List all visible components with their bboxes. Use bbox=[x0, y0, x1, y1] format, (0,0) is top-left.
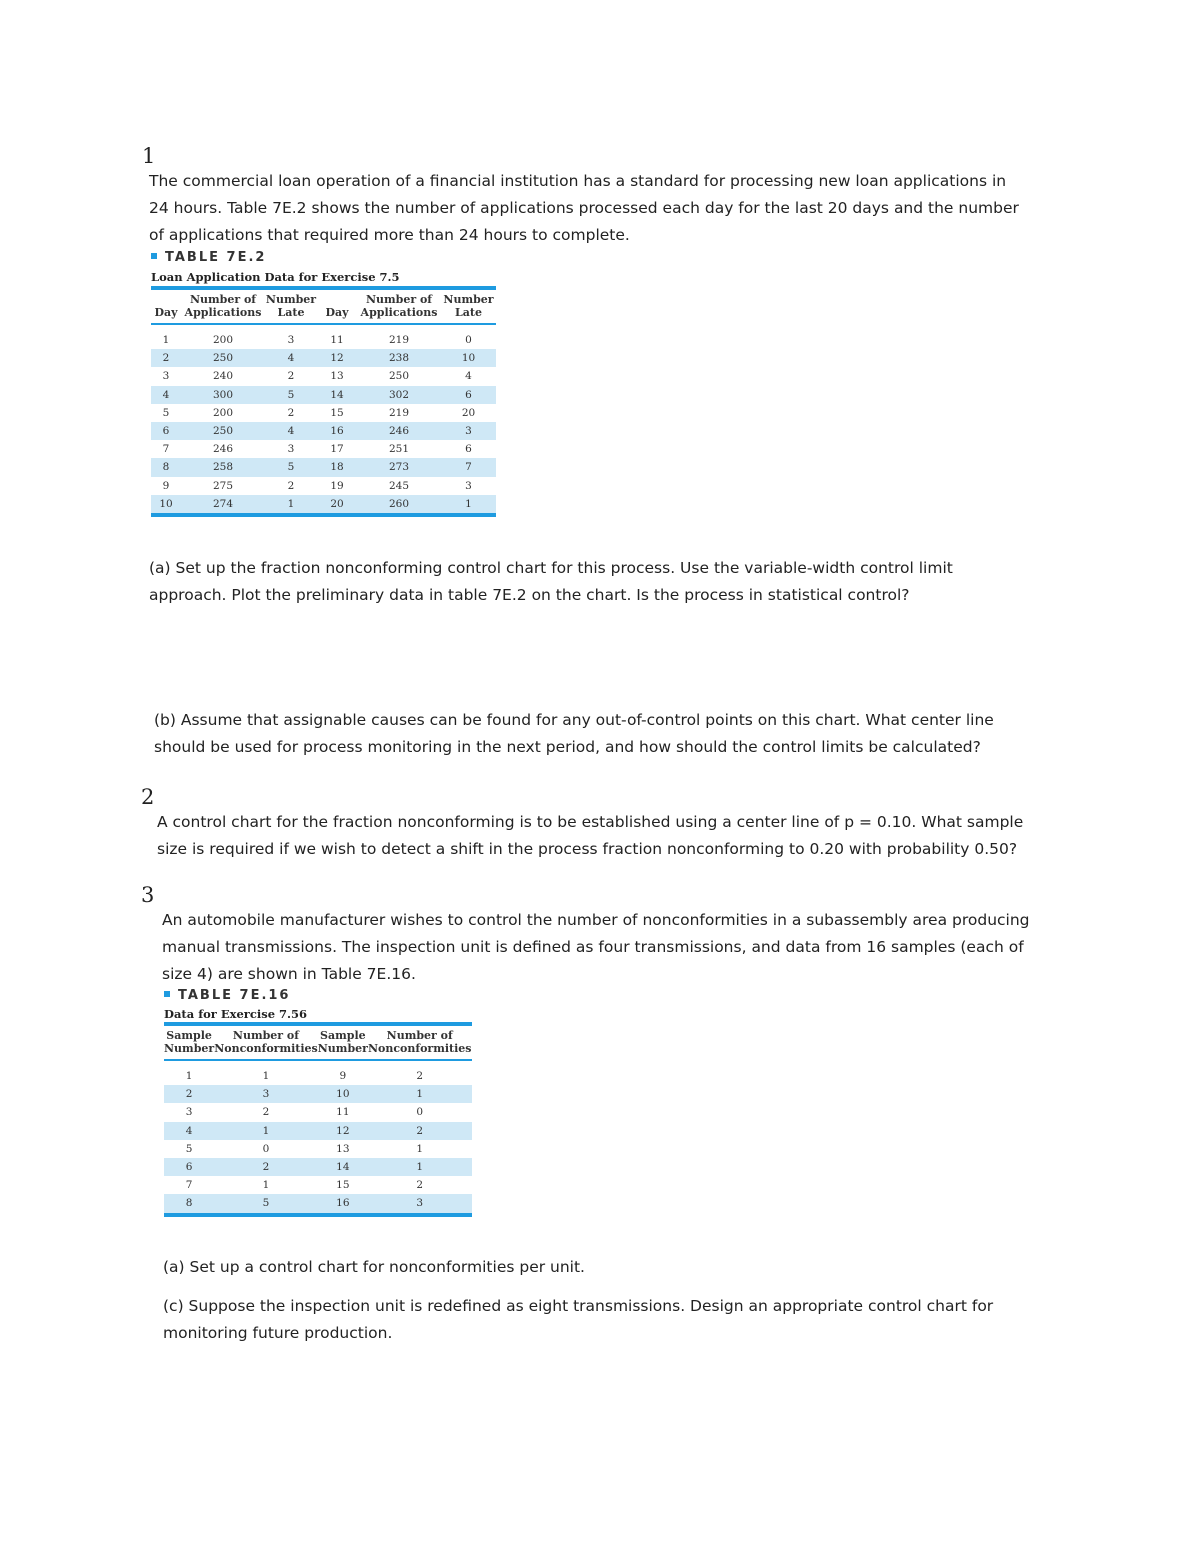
cell-day: 13 bbox=[330, 370, 344, 383]
text-line: of applications that required more than 24 hours to complete. bbox=[149, 226, 630, 244]
q1-intro bbox=[149, 168, 1049, 249]
cell-nonconformities: 0 bbox=[416, 1106, 424, 1119]
cell-applications: 245 bbox=[388, 479, 410, 492]
cell-sample: 3 bbox=[185, 1106, 193, 1119]
cell-sample: 15 bbox=[336, 1179, 350, 1192]
cell-late: 1 bbox=[441, 495, 496, 515]
cell-applications: 200 bbox=[212, 334, 234, 347]
cell-late: 5 bbox=[265, 458, 317, 476]
cell-late: 6 bbox=[441, 386, 496, 404]
table-header-row bbox=[164, 1024, 472, 1060]
cell-applications: 251 bbox=[388, 443, 410, 456]
q3-intro bbox=[162, 907, 1062, 988]
text-line: (c) Suppose the inspection unit is redefined as eight transmissions. Design an appropriate control chart for bbox=[163, 1297, 994, 1315]
cell-day: 15 bbox=[330, 406, 344, 419]
text-line: manual transmissions. The inspection unit is defined as four transmissions, and data from 16 samples (each of bbox=[162, 938, 1024, 956]
text-line: (b) Assume that assignable causes can be found for any out-of-control points on this chart. What center line bbox=[154, 711, 994, 729]
cell-nonconformities: 5 bbox=[214, 1194, 318, 1214]
cell-late: 6 bbox=[465, 443, 472, 456]
cell-sample: 6 bbox=[164, 1158, 214, 1176]
cell-sample: 11 bbox=[336, 1106, 350, 1119]
cell-nonconformities: 1 bbox=[416, 1142, 424, 1155]
cell-late: 3 bbox=[465, 479, 472, 492]
cell-late: 3 bbox=[441, 422, 496, 440]
q3-part-a: (a) Set up a control chart for nonconformities per unit. bbox=[163, 1258, 585, 1276]
col-header-day: Day bbox=[325, 306, 349, 319]
q1-part-a bbox=[149, 555, 1049, 609]
cell-sample: 7 bbox=[185, 1179, 193, 1192]
cell-sample: 5 bbox=[185, 1142, 193, 1155]
table-row bbox=[164, 1176, 472, 1194]
col-header-nonconformities: Number of Nonconformities bbox=[367, 1029, 472, 1055]
table-row bbox=[151, 440, 496, 458]
cell-sample: 9 bbox=[339, 1070, 347, 1083]
col-header-sample: Sample Number bbox=[164, 1029, 215, 1055]
cell-day: 9 bbox=[162, 479, 170, 492]
cell-late: 4 bbox=[265, 422, 317, 440]
cell-late: 10 bbox=[441, 349, 496, 367]
question-number: 3 bbox=[141, 883, 155, 907]
cell-day: 3 bbox=[162, 370, 170, 383]
cell-day: 12 bbox=[317, 349, 357, 367]
table-row bbox=[164, 1060, 472, 1085]
cell-late: 20 bbox=[461, 406, 476, 419]
cell-late: 2 bbox=[287, 479, 295, 492]
col-header-sample: Sample Number bbox=[317, 1029, 368, 1055]
question-number: 2 bbox=[141, 785, 155, 809]
text-line: size is required if we wish to detect a shift in the process fraction nonconforming to 0.20 with probability 0.50? bbox=[157, 840, 1018, 858]
cell-applications: 246 bbox=[357, 422, 441, 440]
table-row bbox=[164, 1194, 472, 1214]
table-row bbox=[151, 495, 496, 515]
cell-nonconformities: 2 bbox=[416, 1070, 424, 1083]
cell-late: 2 bbox=[287, 370, 295, 383]
col-header-late: Number Late bbox=[265, 293, 317, 319]
cell-applications: 240 bbox=[212, 370, 234, 383]
cell-nonconformities: 3 bbox=[368, 1194, 472, 1214]
loan-table-wrap bbox=[151, 286, 496, 517]
table-label bbox=[164, 988, 290, 1003]
cell-applications: 302 bbox=[357, 386, 441, 404]
cell-day: 11 bbox=[330, 334, 344, 347]
cell-nonconformities: 2 bbox=[368, 1122, 472, 1140]
table-row bbox=[164, 1085, 472, 1103]
text-line: A control chart for the fraction nonconforming is to be established using a center line of p = 0.10. What sample bbox=[157, 813, 1024, 831]
table-row bbox=[164, 1140, 472, 1158]
cell-nonconformities: 1 bbox=[262, 1179, 270, 1192]
cell-sample: 10 bbox=[318, 1085, 368, 1103]
table-row bbox=[151, 404, 496, 422]
table-label-text: TABLE 7E.16 bbox=[178, 988, 291, 1003]
cell-late: 7 bbox=[441, 458, 496, 476]
cell-day: 20 bbox=[317, 495, 357, 515]
cell-sample: 12 bbox=[318, 1122, 368, 1140]
cell-sample: 4 bbox=[164, 1122, 214, 1140]
cell-day: 2 bbox=[151, 349, 181, 367]
question-number: 1 bbox=[142, 144, 156, 168]
cell-applications: 250 bbox=[388, 370, 410, 383]
table-row bbox=[151, 458, 496, 476]
table-row bbox=[151, 324, 496, 349]
cell-applications: 260 bbox=[357, 495, 441, 515]
cell-day: 6 bbox=[151, 422, 181, 440]
cell-nonconformities: 2 bbox=[214, 1158, 318, 1176]
cell-sample: 2 bbox=[164, 1085, 214, 1103]
cell-applications: 250 bbox=[181, 422, 265, 440]
table-row bbox=[151, 367, 496, 385]
col-header-nonconformities: Number of Nonconformities bbox=[214, 1029, 318, 1055]
cell-late: 0 bbox=[465, 334, 472, 347]
nonconformities-table-wrap bbox=[164, 1022, 472, 1217]
cell-sample: 13 bbox=[336, 1142, 350, 1155]
q1-part-b bbox=[154, 707, 1054, 761]
cell-nonconformities: 3 bbox=[214, 1085, 318, 1103]
table-row bbox=[164, 1122, 472, 1140]
cell-late: 4 bbox=[465, 370, 472, 383]
cell-late: 2 bbox=[287, 406, 295, 419]
col-header-late: Number Late bbox=[443, 293, 494, 319]
cell-applications: 219 bbox=[388, 334, 410, 347]
cell-day: 7 bbox=[162, 443, 170, 456]
cell-late: 1 bbox=[265, 495, 317, 515]
table-row bbox=[151, 422, 496, 440]
text-line: approach. Plot the preliminary data in table 7E.2 on the chart. Is the process in statistical control? bbox=[149, 586, 910, 604]
text-line: An automobile manufacturer wishes to control the number of nonconformities in a subassembly area producing bbox=[162, 911, 1030, 929]
cell-nonconformities: 1 bbox=[262, 1070, 270, 1083]
table-row bbox=[164, 1103, 472, 1121]
text-line: should be used for process monitoring in the next period, and how should the control limits be calculated? bbox=[154, 738, 981, 756]
cell-late: 5 bbox=[265, 386, 317, 404]
cell-applications: 275 bbox=[212, 479, 234, 492]
cell-applications: 219 bbox=[388, 406, 410, 419]
loan-application-table bbox=[151, 286, 496, 517]
cell-day: 8 bbox=[151, 458, 181, 476]
cell-day: 5 bbox=[162, 406, 170, 419]
cell-day: 1 bbox=[162, 334, 170, 347]
cell-sample: 16 bbox=[318, 1194, 368, 1214]
table-caption: Data for Exercise 7.56 bbox=[164, 1007, 308, 1021]
cell-applications: 274 bbox=[181, 495, 265, 515]
text-line: (a) Set up the fraction nonconforming control chart for this process. Use the variable-width control limit bbox=[149, 559, 953, 577]
cell-sample: 1 bbox=[185, 1070, 193, 1083]
cell-sample: 14 bbox=[318, 1158, 368, 1176]
cell-applications: 300 bbox=[181, 386, 265, 404]
cell-nonconformities: 2 bbox=[262, 1106, 270, 1119]
cell-nonconformities: 2 bbox=[416, 1179, 424, 1192]
text-line: The commercial loan operation of a financial institution has a standard for processing new loan applications in bbox=[149, 172, 1007, 190]
cell-day: 19 bbox=[330, 479, 344, 492]
table-caption: Loan Application Data for Exercise 7.5 bbox=[151, 270, 400, 284]
table-row bbox=[151, 349, 496, 367]
cell-nonconformities: 1 bbox=[214, 1122, 318, 1140]
table-label bbox=[151, 250, 266, 265]
cell-day: 16 bbox=[317, 422, 357, 440]
cell-applications: 238 bbox=[357, 349, 441, 367]
cell-late: 3 bbox=[287, 334, 295, 347]
nonconformities-table bbox=[164, 1022, 472, 1217]
text-line: 24 hours. Table 7E.2 shows the number of applications processed each day for the last 20 days and the number bbox=[149, 199, 1019, 217]
cell-late: 4 bbox=[265, 349, 317, 367]
cell-day: 18 bbox=[317, 458, 357, 476]
cell-late: 3 bbox=[287, 443, 295, 456]
cell-nonconformities: 1 bbox=[368, 1158, 472, 1176]
cell-applications: 200 bbox=[212, 406, 234, 419]
cell-nonconformities: 0 bbox=[262, 1142, 270, 1155]
col-header-applications: Number of Applications bbox=[184, 293, 262, 319]
table-row bbox=[164, 1158, 472, 1176]
text-line: size 4) are shown in Table 7E.16. bbox=[162, 965, 416, 983]
col-header-day: Day bbox=[154, 306, 178, 319]
cell-applications: 258 bbox=[181, 458, 265, 476]
cell-applications: 246 bbox=[212, 443, 234, 456]
cell-day: 17 bbox=[330, 443, 344, 456]
table-row bbox=[151, 386, 496, 404]
q3-part-c bbox=[163, 1293, 1063, 1347]
table-header-row bbox=[151, 288, 496, 324]
cell-applications: 250 bbox=[181, 349, 265, 367]
table-label-text: TABLE 7E.2 bbox=[165, 250, 267, 265]
cell-day: 4 bbox=[151, 386, 181, 404]
table-row bbox=[151, 477, 496, 495]
cell-day: 10 bbox=[151, 495, 181, 515]
cell-sample: 8 bbox=[164, 1194, 214, 1214]
col-header-applications: Number of Applications bbox=[360, 293, 438, 319]
cell-day: 14 bbox=[317, 386, 357, 404]
cell-applications: 273 bbox=[357, 458, 441, 476]
cell-nonconformities: 1 bbox=[368, 1085, 472, 1103]
q2-text bbox=[157, 809, 1057, 863]
text-line: monitoring future production. bbox=[163, 1324, 393, 1342]
